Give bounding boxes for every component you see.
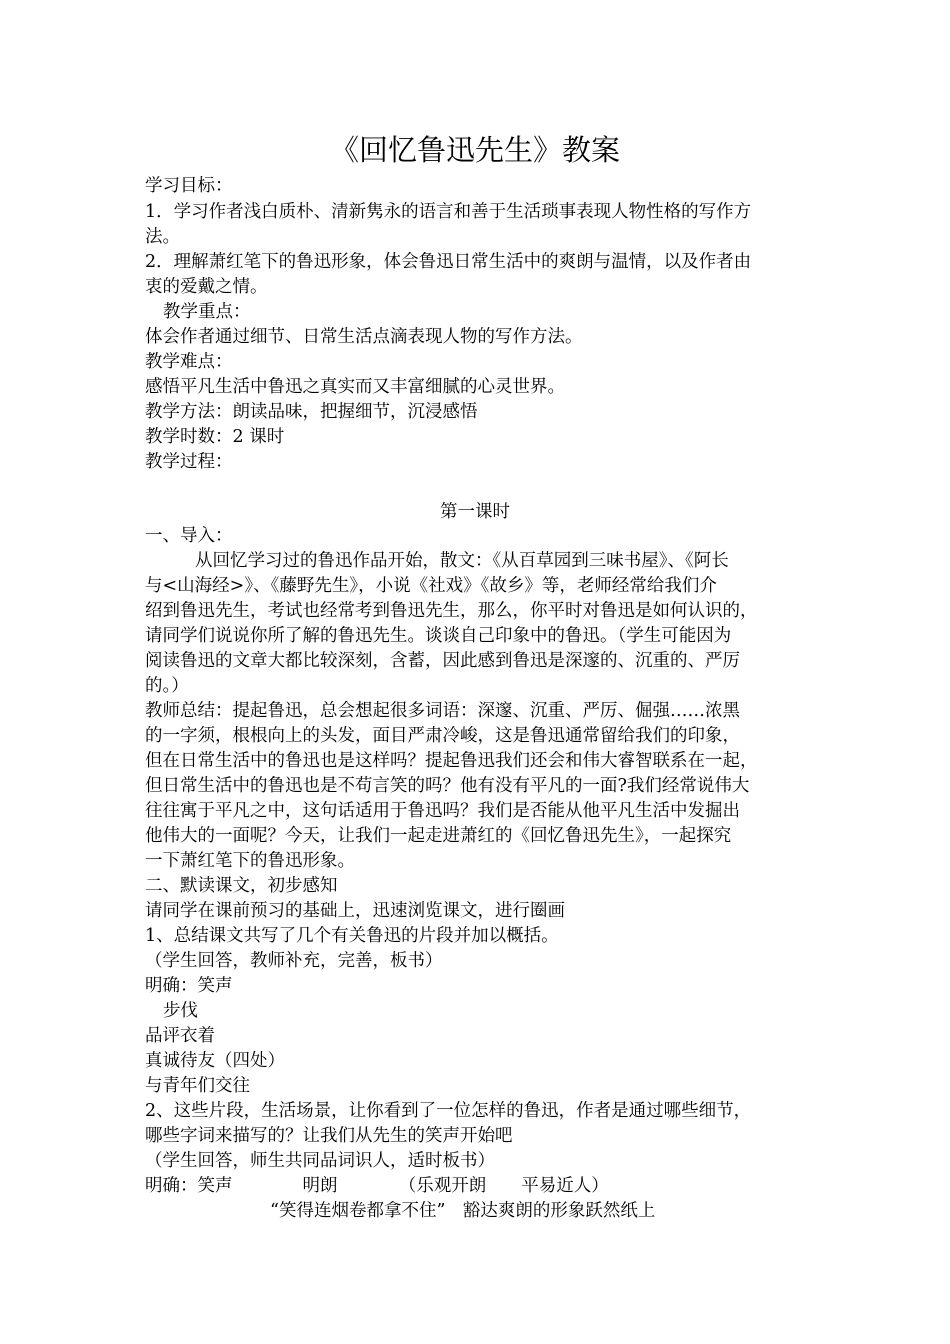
paragraph-line: 他伟大的一面呢？今天，让我们一起走进萧红的《回忆鲁迅先生》，一起探究 [145,826,732,846]
paragraph-line: 教师总结：提起鲁迅，总会想起很多词语：深邃、沉重、严厉、倔强……浓黑 [145,701,740,721]
paragraph-line: （学生回答，师生共同品词识人，适时板书） [145,1151,495,1171]
answer-item: 品评衣着 [145,1026,215,1046]
question-2-line-1: 2、这些片段，生活场景，让你看到了一位怎样的鲁迅，作者是通过哪些细节， [145,1101,752,1121]
goal-1-line-1: 1．学习作者浅白质朴、清新隽永的语言和善于生活琐事表现人物性格的写作方 [145,202,752,222]
paragraph-line: 但日常生活中的鲁迅也是不苟言笑的吗？他有没有平凡的一面?我们经常说伟大 [145,776,750,796]
part-2-heading: 二、默读课文，初步感知 [145,876,338,896]
paragraph-line: 但在日常生活中的鲁迅也是这样吗？提起鲁迅我们还会和伟大睿智联系在一起， [145,751,758,771]
section-heading: 第一课时 [440,502,510,522]
answer-item: 步伐 [163,1001,198,1021]
answer-item: 真诚待友（四处） [145,1051,285,1071]
paragraph-line: 阅读鲁迅的文章大都比较深刻，含蓄，因此感到鲁迅是深邃的、沉重的、严厉 [145,651,740,671]
paragraph-line: 请同学在课前预习的基础上，迅速浏览课文，进行圈画 [145,901,565,921]
difficulties-text: 感悟平凡生活中鲁迅之真实而又丰富细腻的心灵世界。 [145,377,565,397]
paragraph-line: 往往寓于平凡之中，这句话适用于鲁迅吗？我们是否能从他平凡生活中发掘出 [145,801,740,821]
answer-line: 明确：笑声 明朗 （乐观开朗 平易近人） [145,1176,609,1196]
paragraph-line: 的一字须，根根向上的头发，面目严肃冷峻，这是鲁迅通常留给我们的印象， [145,726,740,746]
teaching-process-heading: 教学过程： [145,452,233,472]
goal-1-line-2: 法。 [145,227,180,247]
goal-2-line-1: 2．理解萧红笔下的鲁迅形象，体会鲁迅日常生活中的爽朗与温情，以及作者由 [145,252,752,272]
key-points-text: 体会作者通过细节、日常生活点滴表现人物的写作方法。 [145,327,583,347]
paragraph-line: 绍到鲁迅先生，考试也经常考到鲁迅先生，那么，你平时对鲁迅是如何认识的， [145,601,758,621]
paragraph-line: 请同学们说说你所了解的鲁迅先生。谈谈自己印象中的鲁迅。（学生可能因为 [145,626,732,646]
difficulties-heading: 教学难点： [145,352,233,372]
paragraph-line: 一下萧红笔下的鲁迅形象。 [145,851,355,871]
answer-line: 明确：笑声 [145,976,233,996]
paragraph-line: 的。） [145,676,189,696]
key-points-heading: 教学重点： [163,302,251,322]
question-2-line-2: 哪些字词来描写的？让我们从先生的笑声开始吧 [145,1126,513,1146]
answer-item: 与青年们交往 [145,1076,250,1096]
question-1: 1、总结课文共写了几个有关鲁迅的片段并加以概括。 [145,926,559,946]
quote-line: “笑得连烟卷都拿不住” 豁达爽朗的形象跃然纸上 [270,1201,656,1221]
learning-goals-heading: 学习目标： [145,176,233,196]
goal-2-line-2: 衷的爱戴之情。 [145,277,268,297]
document-title: 《回忆鲁迅先生》教案 [329,133,620,167]
teaching-hours: 教学时数：2 课时 [145,427,285,447]
paragraph-line: 从回忆学习过的鲁迅作品开始，散文：《从百草园到三味书屋》、《阿长 [195,551,729,571]
teaching-method: 教学方法：朗读品味，把握细节，沉浸感悟 [145,402,478,422]
paragraph-line: 与<山海经>》、《藤野先生》，小说《社戏》《故乡》等，老师经常给我们介 [145,576,717,596]
paragraph-line: （学生回答，教师补充，完善，板书） [145,951,443,971]
part-1-heading: 一、导入： [145,526,233,546]
